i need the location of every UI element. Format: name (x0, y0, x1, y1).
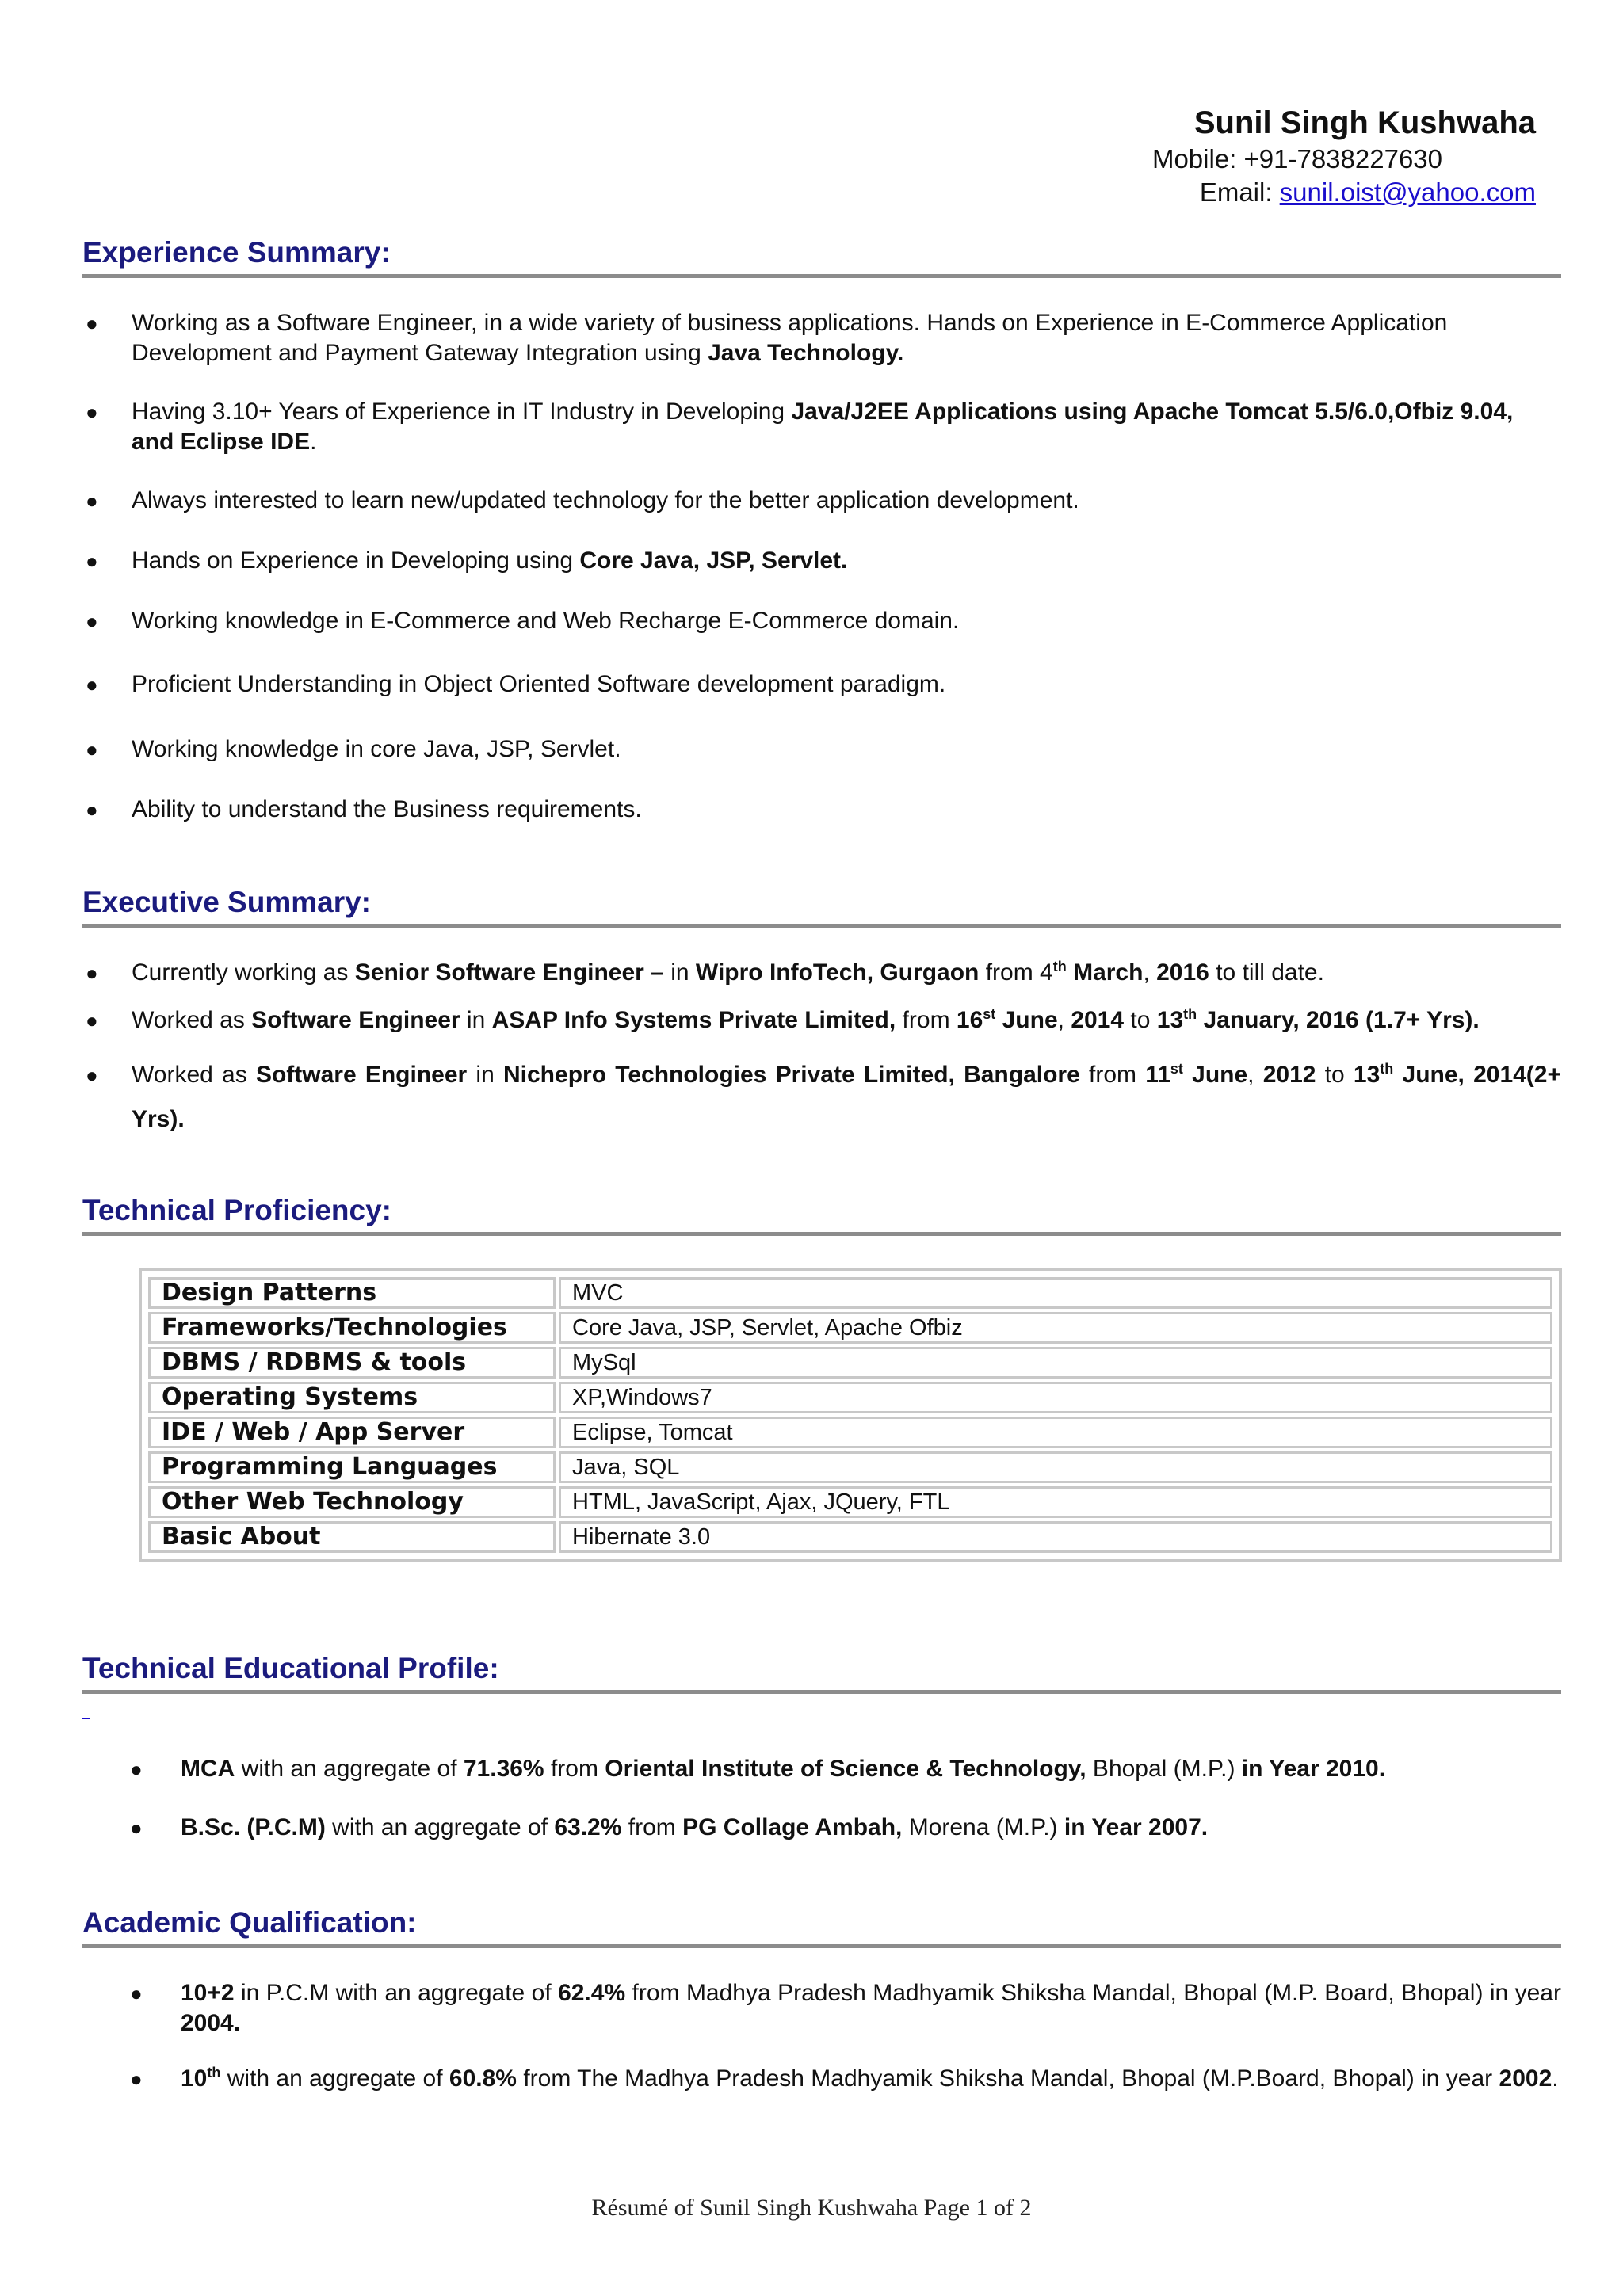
list-item: ● Working knowledge in E-Commerce and Web Recharge E-Commerce domain. (82, 606, 1561, 636)
email-label: Email: (1199, 177, 1280, 207)
contact-header (1152, 103, 1536, 209)
list-item: ● Working knowledge in core Java, JSP, Servlet. (82, 734, 1561, 765)
bullet-icon: ● (86, 489, 98, 513)
row-key: Basic About (148, 1521, 556, 1553)
list-item: ● 10th with an aggregate of 60.8% from The Madhya Pradesh Madhyamik Shiksha Mandal, Bhopal (M.P.Board, Bhopal) in year 2002. (82, 2064, 1561, 2094)
section-title: Experience Summary: (82, 235, 1561, 278)
table-row (148, 1451, 1552, 1483)
experience-summary-section (82, 235, 1561, 825)
row-key: Programming Languages (148, 1451, 556, 1483)
section-title: Technical Proficiency: (82, 1192, 1561, 1236)
row-value: HTML, JavaScript, Ajax, JQuery, FTL (559, 1486, 1552, 1518)
list-item: ● Working as a Software Engineer, in a wide variety of business applications. Hands on Experience in E-Commerce Application Development and Payment Gateway Integration using Java Technology. (86, 310, 1448, 366)
row-value: Core Java, JSP, Servlet, Apache Ofbiz (559, 1312, 1552, 1344)
list-item: ● 10+2 in P.C.M with an aggregate of 62.4% from Madhya Pradesh Madhyamik Shiksha Mandal, Bhopal (M.P. Board, Bhopal) in year 2004. (130, 1980, 1561, 2036)
bullet-icon: ● (130, 2067, 143, 2091)
bullet-icon: ● (86, 673, 98, 696)
bullet-icon: ● (86, 400, 98, 424)
underline-mark (82, 1718, 90, 1719)
row-key: Frameworks/Technologies (148, 1312, 556, 1344)
list-item: ● Ability to understand the Business requirements. (82, 795, 1561, 825)
row-value: MVC (559, 1277, 1552, 1309)
list-item: ● Currently working as Senior Software Engineer – in Wipro InfoTech, Gurgaon from 4th March, 2016 to till date. (82, 958, 1561, 988)
table-row (148, 1382, 1552, 1413)
technical-proficiency-section (82, 1192, 1561, 1236)
mobile-number: Mobile: +91-7838227630 (1151, 144, 1442, 174)
section-title: Technical Educational Profile: (82, 1650, 1561, 1694)
bullet-icon: ● (86, 1063, 98, 1087)
list-item: ● Always interested to learn new/updated technology for the better application development. (82, 486, 1561, 516)
bullet-icon: ● (86, 738, 98, 761)
row-key: Operating Systems (148, 1382, 556, 1413)
bullet-icon: ● (130, 1816, 143, 1840)
row-key: Design Patterns (148, 1277, 556, 1309)
section-title: Executive Summary: (82, 884, 1561, 928)
row-value: XP,Windows7 (559, 1382, 1552, 1413)
table-row (148, 1521, 1552, 1553)
table-row (148, 1486, 1552, 1518)
technical-education-section (82, 1650, 1561, 1843)
bullet-icon: ● (86, 311, 98, 335)
list-item: ● Worked as Software Engineer in ASAP Info Systems Private Limited, from 16st June, 2014 to 13th January, 2016 (1.7+ Yrs). (82, 1005, 1561, 1035)
bullet-icon: ● (86, 609, 98, 633)
table-row (148, 1277, 1552, 1309)
row-value: MySql (559, 1347, 1552, 1379)
email-link[interactable]: sunil.oist@yahoo.com (1279, 177, 1536, 207)
list-item: ● B.Sc. (P.C.M) with an aggregate of 63.2% from PG Collage Ambah, Morena (M.P.) in Year 2007. (82, 1813, 1561, 1843)
table-row (148, 1347, 1552, 1379)
proficiency-table (139, 1268, 1562, 1562)
list-item: ● Worked as Software Engineer in Nichepro Technologies Private Limited, Bangalore from 11st June, 2012 to 13th June, 2014(2+ Yrs). (82, 1053, 1561, 1142)
row-value: Java, SQL (559, 1451, 1552, 1483)
bullet-icon: ● (130, 1981, 143, 2005)
list-item: ● Having 3.10+ Years of Experience in IT Industry in Developing Java/J2EE Applications using Apache Tomcat 5.5/6.0,Ofbiz 9.04, and Eclipse IDE. (86, 399, 1514, 455)
list-item: ● Hands on Experience in Developing using Core Java, JSP, Servlet. (82, 546, 1561, 576)
page-footer: Résumé of Sunil Singh Kushwaha Page 1 of 2 (591, 2195, 1032, 2221)
bullet-icon: ● (86, 549, 98, 573)
row-value: Hibernate 3.0 (559, 1521, 1552, 1553)
list-item: ● MCA with an aggregate of 71.36% from Oriental Institute of Science & Technology, Bhopal (M.P.) in Year 2010. (82, 1754, 1561, 1784)
executive-summary-section (82, 884, 1561, 1142)
row-key: Other Web Technology (148, 1486, 556, 1518)
row-value: Eclipse, Tomcat (559, 1417, 1552, 1448)
bullet-icon: ● (86, 798, 98, 822)
section-title: Academic Qualification: (82, 1905, 1561, 1948)
row-key: DBMS / RDBMS & tools (148, 1347, 556, 1379)
row-key: IDE / Web / App Server (148, 1417, 556, 1448)
list-item: ● Proficient Understanding in Object Oriented Software development paradigm. (82, 669, 1561, 700)
bullet-icon: ● (86, 961, 98, 985)
bullet-icon: ● (130, 1757, 143, 1781)
bullet-icon: ● (86, 1009, 98, 1032)
email-line (1152, 176, 1536, 209)
table-row (148, 1417, 1552, 1448)
candidate-name: Sunil Singh Kushwaha (1193, 105, 1536, 140)
academic-qualification-section (82, 1905, 1561, 2094)
table-row (148, 1312, 1552, 1344)
